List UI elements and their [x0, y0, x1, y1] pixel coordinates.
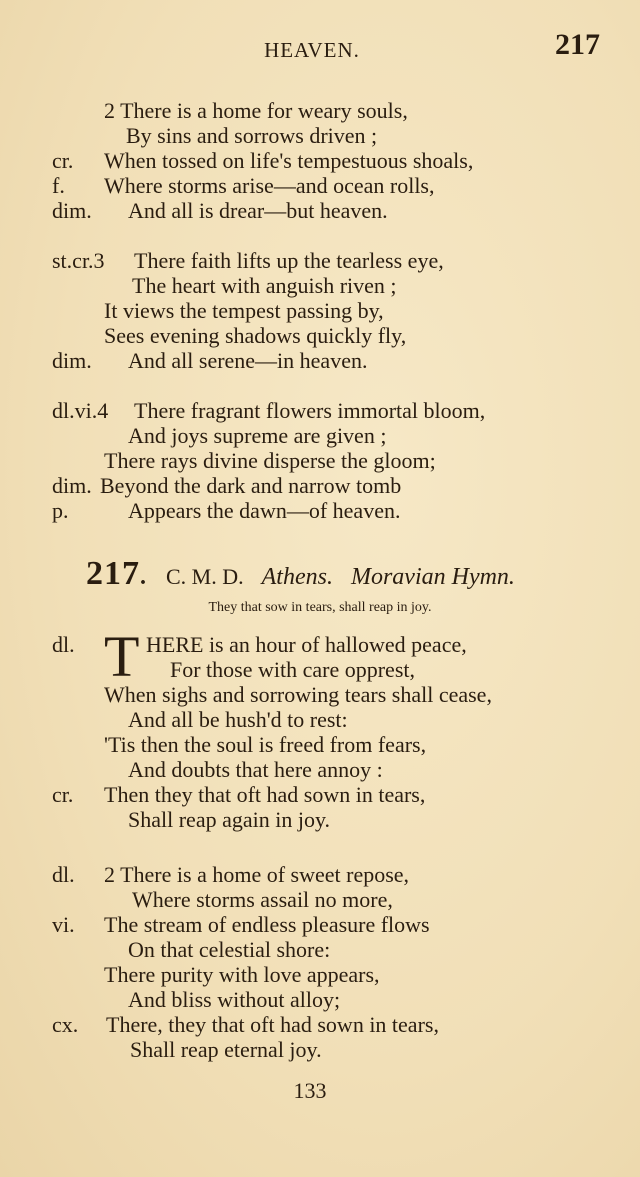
hymn-meter: C. M. D.: [166, 564, 244, 589]
verse-line: Shall reap eternal joy.: [130, 1037, 322, 1062]
hymn-subtitle: They that sow in tears, shall reap in joy.: [208, 600, 432, 615]
verse-line: And joys supreme are given ;: [128, 423, 387, 448]
verse-line: When sighs and sorrowing tears shall cease,: [104, 682, 492, 707]
verse-line: Shall reap again in joy.: [128, 807, 331, 832]
verse-line: Beyond the dark and narrow tomb: [100, 473, 402, 498]
verse-line: The heart with anguish riven ;: [132, 273, 397, 298]
verse-line: HERE is an hour of hallowed peace,: [146, 632, 467, 657]
verse-line: 'Tis then the soul is freed from fears,: [104, 732, 427, 757]
dynamic-mark: cr.: [52, 782, 74, 807]
verse-line: By sins and sorrows driven ;: [126, 123, 378, 148]
hymn-tune: Athens.: [261, 564, 333, 590]
hymn-number-dot: .: [140, 564, 146, 590]
dynamic-mark: cr.: [52, 148, 74, 173]
verse-line: The stream of endless pleasure flows: [104, 912, 430, 937]
verse-line: Where storms arise—and ocean rolls,: [104, 173, 435, 198]
running-title: HEAVEN.: [264, 38, 360, 62]
verse-line: Appears the dawn—of heaven.: [128, 498, 401, 523]
dynamic-mark: p.: [52, 498, 69, 523]
verse-line: There purity with love appears,: [104, 962, 380, 987]
verse-line: And bliss without alloy;: [128, 987, 341, 1012]
verse-line: It views the tempest passing by,: [104, 298, 384, 323]
dynamic-mark: cx.: [52, 1012, 79, 1037]
dynamic-mark: dl.: [52, 632, 75, 657]
dynamic-mark: vi.: [52, 912, 75, 937]
hymn-number: 217: [86, 555, 140, 592]
verse-line: 2 There is a home of sweet repose,: [104, 862, 410, 887]
verse-line: There faith lifts up the tearless eye,: [134, 248, 444, 273]
verse-line: For those with care opprest,: [170, 657, 415, 682]
verse-line: Sees evening shadows quickly fly,: [104, 323, 407, 348]
verse-line: There, they that oft had sown in tears,: [106, 1012, 439, 1037]
verse-line: There rays divine disperse the gloom;: [104, 448, 436, 473]
dynamic-mark: dim.: [52, 348, 92, 373]
signature-mark: 133: [293, 1078, 327, 1103]
verse-line: Where storms assail no more,: [132, 887, 393, 912]
verse-line: And doubts that here annoy :: [128, 757, 383, 782]
verse-line: Then they that oft had sown in tears,: [104, 782, 426, 807]
page-number: 217: [555, 28, 600, 61]
verse-line: 2 There is a home for weary souls,: [104, 98, 408, 123]
verse-line: There fragrant flowers immortal bloom,: [134, 398, 486, 423]
drop-cap: T: [104, 624, 140, 689]
hymn-composer: Moravian Hymn.: [350, 564, 515, 590]
dynamic-mark: dl.: [52, 862, 75, 887]
hymn-header: [86, 555, 515, 593]
dynamic-mark: f.: [52, 173, 65, 198]
dynamic-mark: st.cr.3: [52, 248, 105, 273]
verse-line: And all be hush'd to rest:: [128, 707, 348, 732]
verse-line: When tossed on life's tempestuous shoals,: [104, 148, 474, 173]
verse-line: And all is drear—but heaven.: [128, 198, 388, 223]
verse-line: On that celestial shore:: [128, 937, 331, 962]
dynamic-mark: dim.: [52, 198, 92, 223]
dynamic-mark: dim.: [52, 473, 92, 498]
dynamic-mark: dl.vi.4: [52, 398, 109, 423]
verse-line: And all serene—in heaven.: [128, 348, 368, 373]
